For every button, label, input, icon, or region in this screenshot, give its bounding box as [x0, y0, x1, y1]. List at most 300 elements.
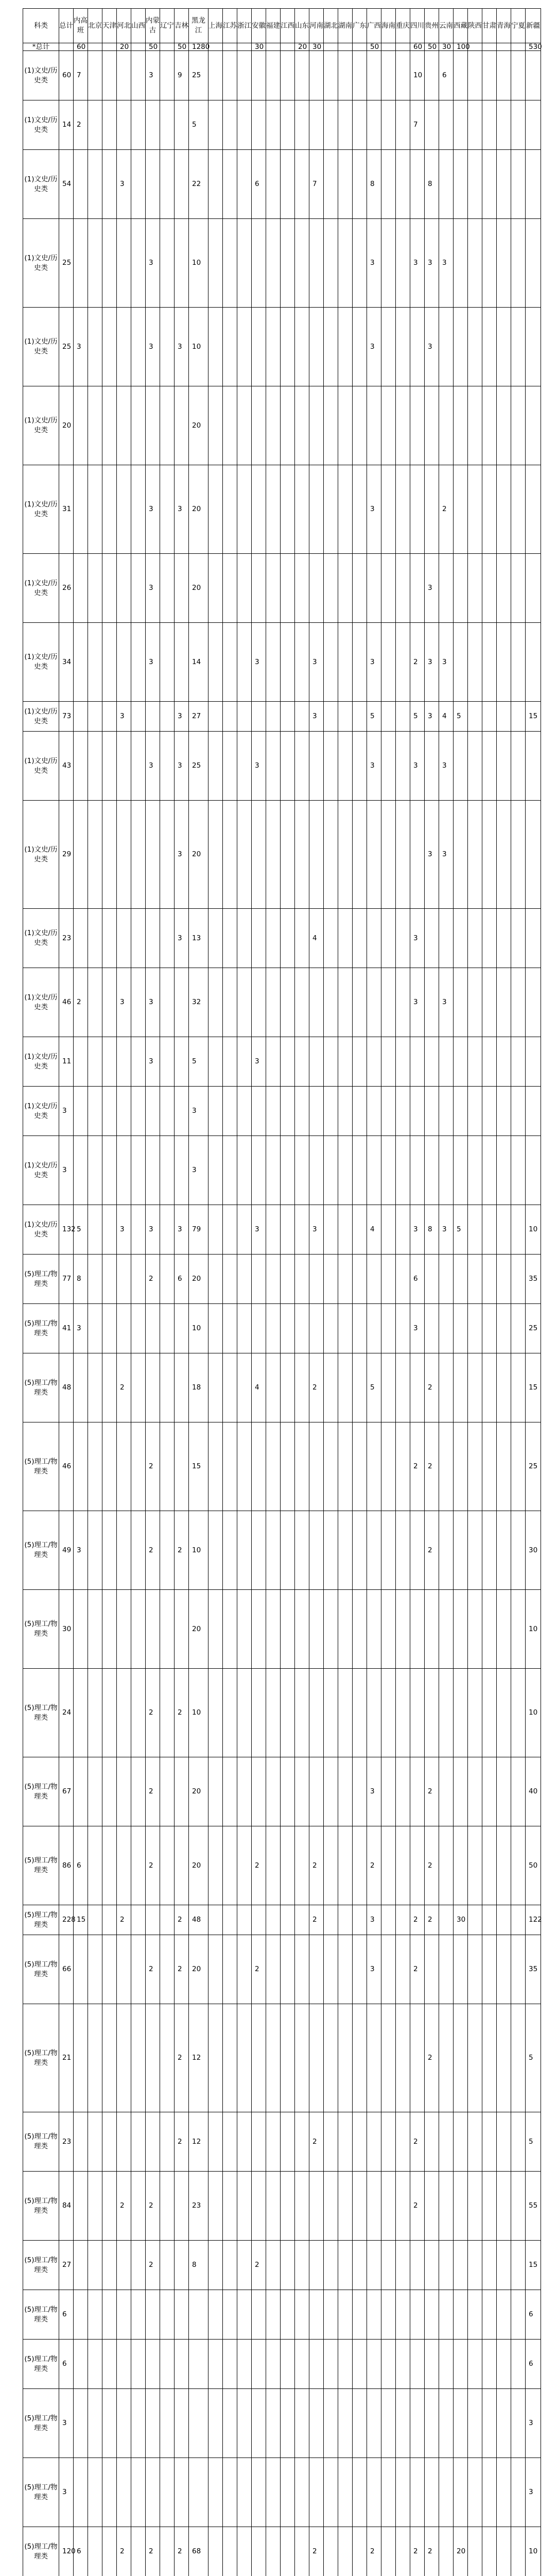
quota-cell — [468, 1422, 482, 1511]
quota-cell — [396, 1757, 410, 1826]
quota-cell — [131, 386, 146, 465]
quota-cell: 10 — [189, 219, 208, 308]
quota-cell — [88, 2340, 102, 2389]
quota-cell — [381, 1136, 396, 1205]
total-cell — [381, 43, 396, 51]
table-row — [23, 2290, 541, 2340]
category-cell: (5)理工/物理类 — [23, 1757, 59, 1826]
quota-cell — [396, 909, 410, 968]
quota-cell — [468, 2172, 482, 2241]
quota-cell — [511, 2004, 526, 2112]
quota-cell — [131, 1935, 146, 2004]
quota-cell: 3 — [117, 968, 131, 1037]
quota-cell — [208, 100, 223, 150]
quota-cell — [237, 2458, 252, 2527]
quota-cell — [338, 1905, 353, 1935]
quota-cell — [208, 909, 223, 968]
quota-cell — [237, 2241, 252, 2290]
quota-cell — [468, 968, 482, 1037]
quota-cell — [454, 968, 468, 1037]
quota-cell — [160, 2290, 175, 2340]
quota-cell — [175, 1304, 189, 1353]
column-header: 新疆 — [526, 9, 541, 43]
quota-cell — [281, 308, 295, 386]
category-cell: (1)文史/历史类 — [23, 732, 59, 801]
quota-cell: 25 — [59, 308, 74, 386]
quota-cell: 25 — [189, 732, 208, 801]
quota-cell: 3 — [425, 308, 439, 386]
total-cell — [338, 43, 353, 51]
quota-cell — [497, 1037, 511, 1087]
quota-cell — [468, 1255, 482, 1304]
quota-cell — [309, 2458, 324, 2527]
quota-cell — [281, 968, 295, 1037]
quota-cell — [208, 150, 223, 219]
quota-cell — [102, 1590, 117, 1669]
quota-cell — [396, 2112, 410, 2172]
quota-cell — [88, 2112, 102, 2172]
quota-cell — [131, 2172, 146, 2241]
quota-cell — [295, 1422, 309, 1511]
quota-cell — [237, 1905, 252, 1935]
quota-cell — [410, 1353, 425, 1422]
quota-cell: 2 — [425, 2527, 439, 2576]
quota-cell: 54 — [59, 150, 74, 219]
quota-cell: 2 — [74, 968, 88, 1037]
table-row — [23, 150, 541, 219]
quota-cell — [396, 1255, 410, 1304]
quota-cell — [511, 1935, 526, 2004]
quota-cell — [396, 968, 410, 1037]
quota-cell — [266, 100, 281, 150]
quota-cell — [482, 1905, 497, 1935]
column-header: 宁夏 — [511, 9, 526, 43]
quota-cell — [102, 968, 117, 1037]
quota-cell — [175, 1826, 189, 1905]
quota-cell — [266, 2389, 281, 2458]
total-cell: 30 — [309, 43, 324, 51]
quota-cell — [295, 1757, 309, 1826]
quota-cell — [497, 100, 511, 150]
quota-cell — [252, 2527, 266, 2576]
total-cell: 50 — [175, 43, 189, 51]
quota-cell — [160, 1255, 175, 1304]
quota-cell — [468, 219, 482, 308]
quota-cell — [439, 1669, 454, 1757]
quota-cell — [88, 1304, 102, 1353]
table-row — [23, 2241, 541, 2290]
column-header: 山西 — [131, 9, 146, 43]
quota-cell — [367, 801, 381, 909]
table-row — [23, 1087, 541, 1136]
quota-cell — [353, 2290, 367, 2340]
quota-cell — [266, 219, 281, 308]
quota-cell — [160, 1905, 175, 1935]
quota-cell: 3 — [146, 51, 160, 100]
quota-cell — [74, 1037, 88, 1087]
quota-cell — [117, 2458, 131, 2527]
quota-cell — [309, 100, 324, 150]
column-header: 福建 — [266, 9, 281, 43]
quota-cell: 3 — [439, 968, 454, 1037]
quota-cell — [146, 2112, 160, 2172]
quota-cell: 40 — [526, 1757, 541, 1826]
quota-cell: 2 — [175, 2527, 189, 2576]
table-row — [23, 219, 541, 308]
quota-cell — [353, 100, 367, 150]
total-cell — [102, 43, 117, 51]
quota-cell — [237, 1757, 252, 1826]
quota-cell — [324, 386, 338, 465]
quota-cell — [482, 1422, 497, 1511]
quota-cell — [410, 1087, 425, 1136]
quota-cell — [281, 1087, 295, 1136]
column-header: 西藏 — [454, 9, 468, 43]
quota-cell — [266, 968, 281, 1037]
quota-cell — [497, 2340, 511, 2389]
quota-cell — [497, 1669, 511, 1757]
quota-cell — [237, 1422, 252, 1511]
quota-cell — [295, 386, 309, 465]
quota-cell: 14 — [189, 623, 208, 702]
quota-cell — [309, 1136, 324, 1205]
quota-cell — [353, 801, 367, 909]
quota-cell — [281, 1935, 295, 2004]
quota-cell — [511, 1037, 526, 1087]
quota-cell — [381, 2172, 396, 2241]
quota-cell — [281, 465, 295, 554]
quota-cell — [131, 1353, 146, 1422]
quota-cell — [396, 219, 410, 308]
quota-cell — [117, 219, 131, 308]
quota-cell — [295, 909, 309, 968]
quota-cell — [281, 1353, 295, 1422]
quota-cell — [131, 2290, 146, 2340]
quota-cell — [497, 909, 511, 968]
quota-cell: 3 — [425, 801, 439, 909]
quota-cell: 20 — [189, 386, 208, 465]
quota-cell — [160, 1935, 175, 2004]
quota-cell — [88, 732, 102, 801]
quota-cell — [381, 386, 396, 465]
quota-cell — [367, 1511, 381, 1590]
quota-cell — [497, 465, 511, 554]
quota-cell: 7 — [309, 150, 324, 219]
quota-cell — [102, 1757, 117, 1826]
table-row — [23, 1205, 541, 1255]
quota-cell — [223, 1590, 237, 1669]
quota-cell — [425, 1087, 439, 1136]
quota-cell — [160, 1353, 175, 1422]
quota-cell: 30 — [59, 1590, 74, 1669]
category-cell: (1)文史/历史类 — [23, 386, 59, 465]
quota-cell — [237, 51, 252, 100]
quota-cell — [102, 2004, 117, 2112]
category-cell: (5)理工/物理类 — [23, 1255, 59, 1304]
quota-cell — [454, 219, 468, 308]
quota-cell — [131, 909, 146, 968]
quota-cell — [338, 219, 353, 308]
quota-cell — [353, 1422, 367, 1511]
quota-cell — [223, 2340, 237, 2389]
quota-cell: 3 — [175, 465, 189, 554]
quota-cell — [131, 1037, 146, 1087]
quota-cell — [381, 51, 396, 100]
quota-cell — [381, 1669, 396, 1757]
quota-cell — [381, 1353, 396, 1422]
quota-cell — [74, 732, 88, 801]
quota-cell: 2 — [117, 1353, 131, 1422]
quota-cell — [252, 2290, 266, 2340]
quota-cell: 7 — [410, 100, 425, 150]
quota-cell: 9 — [175, 51, 189, 100]
quota-cell — [252, 386, 266, 465]
quota-cell — [281, 1304, 295, 1353]
quota-cell — [295, 2389, 309, 2458]
quota-cell — [425, 1590, 439, 1669]
quota-cell — [175, 1136, 189, 1205]
quota-cell — [353, 2112, 367, 2172]
quota-cell — [381, 801, 396, 909]
quota-cell: 3 — [367, 623, 381, 702]
quota-cell — [252, 1304, 266, 1353]
quota-cell — [237, 1590, 252, 1669]
quota-cell — [281, 1826, 295, 1905]
quota-cell — [281, 219, 295, 308]
quota-cell — [396, 1136, 410, 1205]
quota-cell — [237, 2112, 252, 2172]
quota-cell: 6 — [410, 1255, 425, 1304]
quota-cell: 3 — [425, 702, 439, 732]
quota-cell — [425, 2112, 439, 2172]
category-cell: (5)理工/物理类 — [23, 1826, 59, 1905]
quota-cell — [338, 2527, 353, 2576]
quota-cell — [266, 732, 281, 801]
quota-cell — [482, 732, 497, 801]
quota-cell — [439, 308, 454, 386]
quota-cell: 20 — [189, 554, 208, 623]
quota-cell — [324, 1422, 338, 1511]
quota-cell — [146, 702, 160, 732]
quota-cell — [175, 1087, 189, 1136]
quota-cell — [454, 2458, 468, 2527]
quota-cell — [511, 219, 526, 308]
quota-cell: 2 — [309, 1905, 324, 1935]
quota-cell — [131, 801, 146, 909]
quota-cell — [237, 150, 252, 219]
quota-cell — [117, 1136, 131, 1205]
quota-cell — [223, 2458, 237, 2527]
quota-cell — [223, 2112, 237, 2172]
category-cell: (5)理工/物理类 — [23, 2389, 59, 2458]
quota-cell — [295, 2172, 309, 2241]
quota-cell — [324, 465, 338, 554]
quota-cell — [497, 2527, 511, 2576]
quota-cell: 2 — [410, 2112, 425, 2172]
quota-cell — [468, 150, 482, 219]
quota-cell — [454, 1935, 468, 2004]
table-row — [23, 2527, 541, 2576]
table-row — [23, 308, 541, 386]
quota-cell — [482, 1669, 497, 1757]
quota-cell — [266, 1905, 281, 1935]
quota-cell — [353, 219, 367, 308]
quota-cell — [160, 1205, 175, 1255]
quota-cell — [324, 150, 338, 219]
quota-cell — [208, 1511, 223, 1590]
quota-cell — [439, 1935, 454, 2004]
quota-cell — [396, 100, 410, 150]
quota-cell — [482, 2112, 497, 2172]
quota-cell — [131, 2004, 146, 2112]
quota-cell — [160, 465, 175, 554]
quota-cell — [252, 1757, 266, 1826]
quota-cell — [511, 1422, 526, 1511]
total-cell: 60 — [74, 43, 88, 51]
quota-cell — [208, 1935, 223, 2004]
quota-cell: 6 — [59, 2290, 74, 2340]
quota-cell: 8 — [74, 1255, 88, 1304]
quota-cell — [324, 100, 338, 150]
quota-cell — [454, 2241, 468, 2290]
quota-cell — [237, 1037, 252, 1087]
quota-cell — [526, 801, 541, 909]
quota-cell: 2 — [146, 1935, 160, 2004]
quota-cell — [102, 623, 117, 702]
quota-cell — [309, 1590, 324, 1669]
quota-cell: 46 — [59, 968, 74, 1037]
column-header: 陕西 — [468, 9, 482, 43]
quota-cell: 2 — [146, 2241, 160, 2290]
quota-cell: 6 — [59, 2340, 74, 2389]
quota-cell: 2 — [309, 1826, 324, 1905]
quota-cell — [266, 1422, 281, 1511]
quota-cell — [381, 150, 396, 219]
quota-cell — [396, 2004, 410, 2112]
quota-cell — [511, 732, 526, 801]
quota-cell — [146, 386, 160, 465]
quota-cell — [208, 1422, 223, 1511]
quota-cell: 2 — [175, 2112, 189, 2172]
quota-cell — [353, 2004, 367, 2112]
quota-cell — [208, 1255, 223, 1304]
quota-cell — [295, 2340, 309, 2389]
quota-cell: 6 — [74, 2527, 88, 2576]
quota-cell — [439, 909, 454, 968]
quota-cell: 2 — [175, 2004, 189, 2112]
quota-cell: 27 — [59, 2241, 74, 2290]
quota-cell — [281, 51, 295, 100]
quota-cell — [117, 386, 131, 465]
quota-cell — [353, 2389, 367, 2458]
quota-cell — [381, 623, 396, 702]
quota-cell — [266, 1353, 281, 1422]
quota-cell — [497, 623, 511, 702]
quota-cell — [381, 308, 396, 386]
quota-cell — [160, 554, 175, 623]
quota-cell — [295, 1669, 309, 1757]
quota-cell — [266, 1757, 281, 1826]
quota-cell: 3 — [425, 219, 439, 308]
quota-cell: 35 — [526, 1935, 541, 2004]
quota-cell — [117, 1037, 131, 1087]
quota-cell — [295, 702, 309, 732]
quota-cell — [309, 1511, 324, 1590]
quota-cell: 3 — [117, 1205, 131, 1255]
quota-cell — [497, 1255, 511, 1304]
quota-cell — [367, 2172, 381, 2241]
quota-cell — [102, 1935, 117, 2004]
quota-cell: 73 — [59, 702, 74, 732]
quota-cell — [208, 1037, 223, 1087]
quota-cell — [237, 1511, 252, 1590]
quota-cell — [237, 1087, 252, 1136]
total-cell — [482, 43, 497, 51]
quota-cell — [497, 1205, 511, 1255]
quota-cell — [482, 51, 497, 100]
quota-cell — [439, 150, 454, 219]
quota-cell: 3 — [367, 219, 381, 308]
quota-cell — [338, 2172, 353, 2241]
quota-cell — [410, 1037, 425, 1087]
quota-cell: 3 — [252, 732, 266, 801]
quota-cell — [468, 1087, 482, 1136]
quota-cell: 8 — [189, 2241, 208, 2290]
table-row — [23, 465, 541, 554]
quota-cell: 35 — [526, 1255, 541, 1304]
quota-cell — [160, 1669, 175, 1757]
quota-cell: 23 — [59, 2112, 74, 2172]
quota-cell: 3 — [439, 732, 454, 801]
quota-cell — [102, 308, 117, 386]
quota-cell — [367, 1255, 381, 1304]
quota-cell — [482, 909, 497, 968]
quota-cell — [208, 2172, 223, 2241]
quota-cell — [146, 2458, 160, 2527]
quota-cell — [266, 1136, 281, 1205]
quota-cell — [309, 1255, 324, 1304]
quota-cell: 10 — [189, 1511, 208, 1590]
quota-cell — [396, 1511, 410, 1590]
quota-cell — [353, 386, 367, 465]
quota-cell — [324, 1136, 338, 1205]
column-header: 安徽 — [252, 9, 266, 43]
quota-cell: 3 — [309, 623, 324, 702]
quota-cell: 3 — [367, 465, 381, 554]
quota-cell: 3 — [439, 801, 454, 909]
quota-cell — [454, 1590, 468, 1669]
quota-cell — [102, 1511, 117, 1590]
quota-cell — [309, 1087, 324, 1136]
quota-cell — [367, 2340, 381, 2389]
quota-cell: 20 — [189, 801, 208, 909]
quota-cell — [367, 1087, 381, 1136]
enrollment-quota-table — [23, 8, 541, 2576]
quota-cell — [160, 2112, 175, 2172]
quota-cell — [266, 554, 281, 623]
quota-cell — [482, 1037, 497, 1087]
quota-cell — [295, 554, 309, 623]
quota-cell — [511, 1136, 526, 1205]
quota-cell — [281, 1205, 295, 1255]
quota-cell — [468, 1304, 482, 1353]
quota-cell — [223, 2527, 237, 2576]
quota-cell — [252, 2458, 266, 2527]
column-header: 浙江 — [237, 9, 252, 43]
quota-cell: 77 — [59, 1255, 74, 1304]
quota-cell — [160, 2004, 175, 2112]
quota-cell — [223, 2389, 237, 2458]
